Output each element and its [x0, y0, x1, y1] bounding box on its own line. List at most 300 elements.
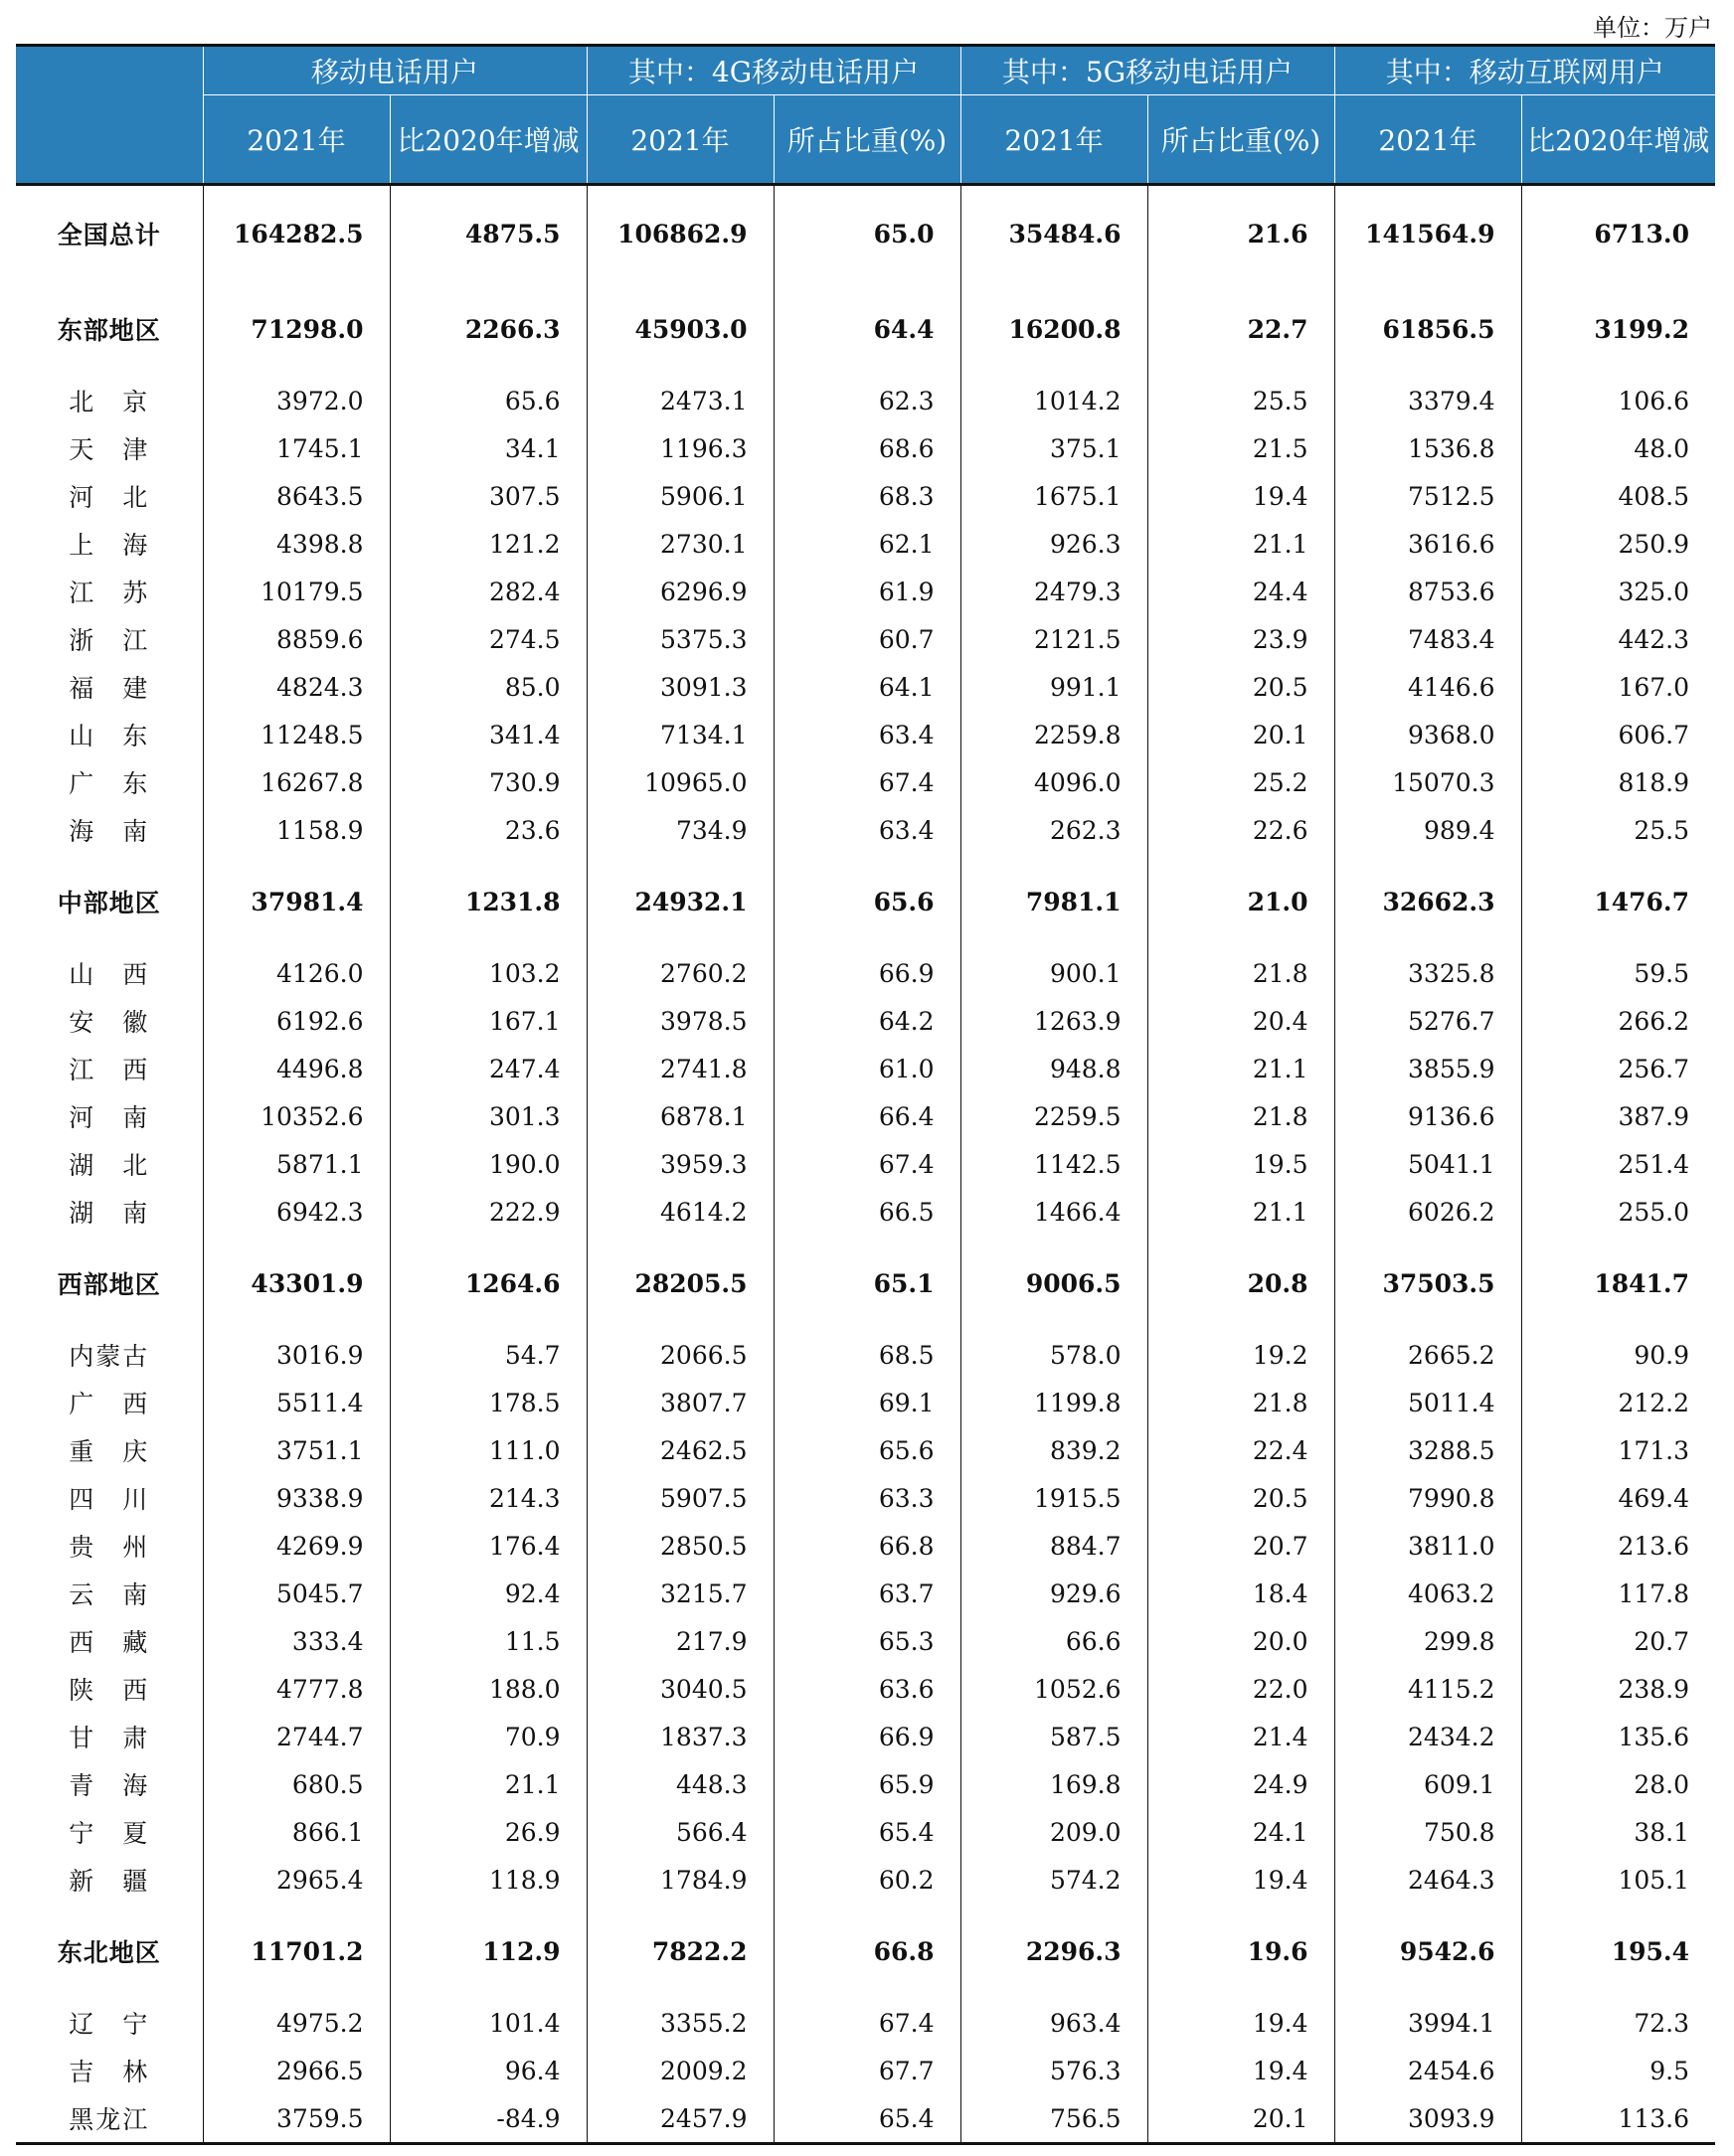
table-row [16, 1379, 1715, 1426]
table-cell: 4777.8 [203, 1665, 390, 1713]
table-cell: 5276.7 [1334, 997, 1521, 1045]
row-name: 吉 林 [69, 2058, 150, 2086]
table-cell: 60.7 [774, 615, 960, 663]
table-cell: 22.0 [1147, 1665, 1334, 1713]
table-cell: 105.1 [1521, 1856, 1715, 1904]
row-name: 内蒙古 [69, 1342, 150, 1371]
table-cell: 92.4 [390, 1570, 587, 1617]
table-cell: 7822.2 [587, 1904, 774, 1999]
header-sub: 2021年 [960, 95, 1147, 185]
table-cell: 67.7 [774, 2047, 960, 2094]
table-cell: 106.6 [1521, 377, 1715, 424]
row-name: 西 藏 [69, 1628, 150, 1657]
table-cell: 5375.3 [587, 615, 774, 663]
table-row [16, 568, 1715, 615]
row-name: 黑龙江 [16, 2094, 203, 2144]
table-cell: 3040.5 [587, 1665, 774, 1713]
table-cell: 6026.2 [1334, 1188, 1521, 1236]
table-cell: 5045.7 [203, 1570, 390, 1617]
table-cell: 238.9 [1521, 1665, 1715, 1713]
table-cell: 20.1 [1147, 711, 1334, 758]
header-corner [16, 46, 203, 185]
table-cell: 2665.2 [1334, 1331, 1521, 1379]
header-sub: 2021年 [1334, 95, 1521, 185]
table-cell: 7981.1 [960, 854, 1147, 949]
row-name: 全国总计 [57, 221, 161, 249]
table-cell: 222.9 [390, 1188, 587, 1236]
table-cell: 68.6 [774, 424, 960, 472]
table-cell: 3807.7 [587, 1379, 774, 1426]
table-cell: 307.5 [390, 472, 587, 520]
table-cell: 4063.2 [1334, 1570, 1521, 1617]
table-cell: 22.6 [1147, 806, 1334, 854]
table-cell: 8643.5 [203, 472, 390, 520]
table-cell: 65.3 [774, 1617, 960, 1665]
table-cell: 68.3 [774, 472, 960, 520]
table-cell: 2744.7 [203, 1713, 390, 1760]
table-cell: 61.9 [774, 568, 960, 615]
table-cell: 111.0 [390, 1426, 587, 1474]
row-name: 新 疆 [69, 1867, 150, 1896]
table-cell: 85.0 [390, 663, 587, 711]
table-cell: 217.9 [587, 1617, 774, 1665]
table-row [16, 1474, 1715, 1522]
table-cell: 5906.1 [587, 472, 774, 520]
table-cell: 16267.8 [203, 758, 390, 806]
table-cell: 1263.9 [960, 997, 1147, 1045]
table-body [16, 185, 1715, 2144]
table-cell: 195.4 [1521, 1904, 1715, 1999]
table-cell: 20.8 [1147, 1236, 1334, 1331]
table-cell: 948.8 [960, 1045, 1147, 1092]
table-row [16, 1522, 1715, 1570]
table-row [16, 1665, 1715, 1713]
row-name: 东北地区 [57, 1938, 161, 1967]
table-cell: 90.9 [1521, 1331, 1715, 1379]
table-cell: 66.9 [774, 949, 960, 997]
table-cell: 251.4 [1521, 1140, 1715, 1188]
table-cell: 22.7 [1147, 281, 1334, 377]
table-header [16, 46, 1715, 185]
table-cell: 67.4 [774, 758, 960, 806]
row-name: 湖 南 [69, 1199, 150, 1228]
table-cell: 70.9 [390, 1713, 587, 1760]
table-cell: 65.9 [774, 1760, 960, 1808]
table-cell: 1745.1 [203, 424, 390, 472]
table-cell: 734.9 [587, 806, 774, 854]
table-cell: 21.1 [1147, 1188, 1334, 1236]
table-cell: 21.1 [390, 1760, 587, 1808]
table-cell: 4126.0 [203, 949, 390, 997]
table-cell: 19.4 [1147, 2047, 1334, 2094]
table-cell: 21.5 [1147, 424, 1334, 472]
row-name: 东部地区 [57, 316, 161, 345]
table-cell: 214.3 [390, 1474, 587, 1522]
table-cell: 1841.7 [1521, 1236, 1715, 1331]
table-cell: 9542.6 [1334, 1904, 1521, 1999]
table-row [16, 520, 1715, 568]
table-cell: 1837.3 [587, 1713, 774, 1760]
table-cell: 19.4 [1147, 472, 1334, 520]
row-name: 天 津 [69, 435, 150, 464]
table-row [16, 806, 1715, 854]
table-cell: 63.6 [774, 1665, 960, 1713]
table-cell: 5041.1 [1334, 1140, 1521, 1188]
table-cell: 866.1 [203, 1808, 390, 1856]
table-cell: 20.5 [1147, 663, 1334, 711]
table-row [16, 758, 1715, 806]
table-cell: 64.1 [774, 663, 960, 711]
table-cell: 96.4 [390, 2047, 587, 2094]
table-cell: 3325.8 [1334, 949, 1521, 997]
header-sub: 所占比重(%) [1147, 95, 1334, 185]
row-name: 山 西 [69, 960, 150, 989]
region-row [16, 281, 1715, 377]
table-cell: 3091.3 [587, 663, 774, 711]
table-cell: 1915.5 [960, 1474, 1147, 1522]
row-name: 陕 西 [69, 1676, 150, 1705]
header-sub: 比2020年增减 [390, 95, 587, 185]
table-row [16, 1188, 1715, 1236]
row-name: 安 徽 [69, 1008, 150, 1037]
table-row [16, 997, 1715, 1045]
table-cell: 2066.5 [587, 1331, 774, 1379]
table-cell: 6942.3 [203, 1188, 390, 1236]
table-cell: 9.5 [1521, 2047, 1715, 2094]
region-row [16, 1904, 1715, 1999]
table-cell: 63.4 [774, 806, 960, 854]
table-cell: 989.4 [1334, 806, 1521, 854]
table-cell: 1466.4 [960, 1188, 1147, 1236]
table-cell: 299.8 [1334, 1617, 1521, 1665]
table-cell: 61.0 [774, 1045, 960, 1092]
table-cell: 66.6 [960, 1617, 1147, 1665]
row-name: 江 西 [69, 1056, 150, 1084]
table-cell: 24.4 [1147, 568, 1334, 615]
table-row [16, 1713, 1715, 1760]
table-cell: 112.9 [390, 1904, 587, 1999]
table-cell: 65.1 [774, 1236, 960, 1331]
table-cell: 578.0 [960, 1331, 1147, 1379]
table-cell: 3215.7 [587, 1570, 774, 1617]
table-cell: 387.9 [1521, 1092, 1715, 1140]
table-cell: 18.4 [1147, 1570, 1334, 1617]
row-name: 甘 肃 [69, 1724, 150, 1752]
table-cell: 24.1 [1147, 1808, 1334, 1856]
table-row [16, 1999, 1715, 2047]
table-cell: 4115.2 [1334, 1665, 1521, 1713]
table-cell: 62.1 [774, 520, 960, 568]
table-cell: 63.3 [774, 1474, 960, 1522]
table-cell: 6192.6 [203, 997, 390, 1045]
table-cell: 469.4 [1521, 1474, 1715, 1522]
table-cell: 28205.5 [587, 1236, 774, 1331]
table-cell: 4096.0 [960, 758, 1147, 806]
table-cell: 256.7 [1521, 1045, 1715, 1092]
header-sub: 2021年 [203, 95, 390, 185]
table-cell: 2479.3 [960, 568, 1147, 615]
table-cell: 250.9 [1521, 520, 1715, 568]
header-group-mobile: 移动电话用户 [203, 46, 587, 95]
table-cell: 566.4 [587, 1808, 774, 1856]
table-cell: 839.2 [960, 1426, 1147, 1474]
table-cell: 6878.1 [587, 1092, 774, 1140]
table-cell: 247.4 [390, 1045, 587, 1092]
table-cell: 65.6 [774, 854, 960, 949]
row-name: 广 西 [69, 1390, 150, 1418]
table-cell: 5511.4 [203, 1379, 390, 1426]
table-cell: 103.2 [390, 949, 587, 997]
table-cell: 3994.1 [1334, 1999, 1521, 2047]
table-cell: 375.1 [960, 424, 1147, 472]
header-group-5g: 其中：5G移动电话用户 [960, 46, 1334, 95]
table-cell: 3288.5 [1334, 1426, 1521, 1474]
table-cell: 66.8 [774, 1904, 960, 1999]
table-cell: 35484.6 [960, 185, 1147, 282]
table-cell: 2454.6 [1334, 2047, 1521, 2094]
table-cell: 2966.5 [203, 2047, 390, 2094]
table-row [16, 663, 1715, 711]
table-cell: 32662.3 [1334, 854, 1521, 949]
row-name: 浙 江 [69, 626, 150, 655]
table-cell: 25.5 [1147, 377, 1334, 424]
table-cell: 63.7 [774, 1570, 960, 1617]
table-cell: 38.1 [1521, 1808, 1715, 1856]
table-cell: 117.8 [1521, 1570, 1715, 1617]
table-cell: 1052.6 [960, 1665, 1147, 1713]
table-cell: 1476.7 [1521, 854, 1715, 949]
table-cell: 25.2 [1147, 758, 1334, 806]
table-cell: 20.7 [1521, 1617, 1715, 1665]
table-row [16, 1617, 1715, 1665]
table-cell: 54.7 [390, 1331, 587, 1379]
table-cell: 19.5 [1147, 1140, 1334, 1188]
table-cell: 19.4 [1147, 1999, 1334, 2047]
table-cell: 19.4 [1147, 1856, 1334, 1904]
table-cell: 2259.8 [960, 711, 1147, 758]
table-cell: 3093.9 [1334, 2094, 1521, 2144]
table-cell: 2266.3 [390, 281, 587, 377]
table-cell: 884.7 [960, 1522, 1147, 1570]
table-cell: 66.4 [774, 1092, 960, 1140]
table-cell: 20.0 [1147, 1617, 1334, 1665]
table-cell: 121.2 [390, 520, 587, 568]
table-cell: 3855.9 [1334, 1045, 1521, 1092]
table-cell: 8753.6 [1334, 568, 1521, 615]
row-name: 上 海 [69, 531, 150, 560]
table-cell: 21.1 [1147, 520, 1334, 568]
table-cell: 188.0 [390, 1665, 587, 1713]
table-cell: 65.4 [774, 1808, 960, 1856]
table-cell: 65.0 [774, 185, 960, 282]
table-cell: 72.3 [1521, 1999, 1715, 2047]
table-cell: 900.1 [960, 949, 1147, 997]
table-cell: 64.4 [774, 281, 960, 377]
table-cell: 3616.6 [1334, 520, 1521, 568]
table-cell: 101.4 [390, 1999, 587, 2047]
table-cell: 19.6 [1147, 1904, 1334, 1999]
table-cell: 606.7 [1521, 711, 1715, 758]
table-cell: 266.2 [1521, 997, 1715, 1045]
table-cell: 929.6 [960, 1570, 1147, 1617]
table-cell: 2259.5 [960, 1092, 1147, 1140]
table-cell: 9338.9 [203, 1474, 390, 1522]
row-name: 中部地区 [57, 889, 161, 917]
table-row [16, 1808, 1715, 1856]
table-cell: 4824.3 [203, 663, 390, 711]
table-cell: 64.2 [774, 997, 960, 1045]
table-cell: 141564.9 [1334, 185, 1521, 282]
table-cell: 3972.0 [203, 377, 390, 424]
table-row [16, 1140, 1715, 1188]
table-cell: 212.2 [1521, 1379, 1715, 1426]
table-cell: 2741.8 [587, 1045, 774, 1092]
table-cell: 255.0 [1521, 1188, 1715, 1236]
row-name: 山 东 [69, 722, 150, 750]
table-cell: 63.4 [774, 711, 960, 758]
table-cell: 21.0 [1147, 854, 1334, 949]
table-cell: 3016.9 [203, 1331, 390, 1379]
table-cell: 301.3 [390, 1092, 587, 1140]
row-name: 海 南 [69, 817, 150, 846]
table-cell: 4614.2 [587, 1188, 774, 1236]
table-cell: 1264.6 [390, 1236, 587, 1331]
table-cell: 2434.2 [1334, 1713, 1521, 1760]
table-cell: 1158.9 [203, 806, 390, 854]
table-cell: 5011.4 [1334, 1379, 1521, 1426]
table-cell: 4496.8 [203, 1045, 390, 1092]
row-name: 北 京 [69, 388, 150, 416]
table-cell: 3959.3 [587, 1140, 774, 1188]
table-cell: 171.3 [1521, 1426, 1715, 1474]
table-cell: 2296.3 [960, 1904, 1147, 1999]
table-cell: 4146.6 [1334, 663, 1521, 711]
table-row [16, 377, 1715, 424]
table-row [16, 2047, 1715, 2094]
table-cell: 106862.9 [587, 185, 774, 282]
table-row [16, 424, 1715, 472]
table-cell: 408.5 [1521, 472, 1715, 520]
table-cell: 442.3 [1521, 615, 1715, 663]
table-cell: 609.1 [1334, 1760, 1521, 1808]
table-cell: 21.8 [1147, 949, 1334, 997]
table-cell: 3379.4 [1334, 377, 1521, 424]
table-cell: 680.5 [203, 1760, 390, 1808]
table-cell: 59.5 [1521, 949, 1715, 997]
table-cell: 21.4 [1147, 1713, 1334, 1760]
row-name: 河 北 [69, 483, 150, 512]
table-cell: 190.0 [390, 1140, 587, 1188]
table-row [16, 1426, 1715, 1474]
table-cell: 67.4 [774, 1999, 960, 2047]
table-cell: 167.1 [390, 997, 587, 1045]
table-row [16, 1570, 1715, 1617]
table-cell: 71298.0 [203, 281, 390, 377]
table-cell: 448.3 [587, 1760, 774, 1808]
table-cell: 262.3 [960, 806, 1147, 854]
table-cell: 576.3 [960, 2047, 1147, 2094]
table-cell: 67.4 [774, 1140, 960, 1188]
table-cell: 167.0 [1521, 663, 1715, 711]
table-cell: 118.9 [390, 1856, 587, 1904]
table-cell: 7512.5 [1334, 472, 1521, 520]
table-cell: 3811.0 [1334, 1522, 1521, 1570]
table-cell: 65.6 [774, 1426, 960, 1474]
table-cell: 45903.0 [587, 281, 774, 377]
table-cell: 24932.1 [587, 854, 774, 949]
table-cell: 274.5 [390, 615, 587, 663]
table-cell: 2965.4 [203, 1856, 390, 1904]
table-cell: 21.8 [1147, 1379, 1334, 1426]
table-row [16, 949, 1715, 997]
table-cell: 10352.6 [203, 1092, 390, 1140]
table-cell: 282.4 [390, 568, 587, 615]
total-row [16, 185, 1715, 282]
table-cell: 1014.2 [960, 377, 1147, 424]
table-cell: 5907.5 [587, 1474, 774, 1522]
table-cell: 3199.2 [1521, 281, 1715, 377]
region-row [16, 1236, 1715, 1331]
table-row [16, 1331, 1715, 1379]
table-cell: 23.9 [1147, 615, 1334, 663]
table-cell: 7990.8 [1334, 1474, 1521, 1522]
table-cell: 1231.8 [390, 854, 587, 949]
table-cell: 66.5 [774, 1188, 960, 1236]
header-sub: 比2020年增减 [1521, 95, 1715, 185]
table-cell: 68.5 [774, 1331, 960, 1379]
table-cell: 11248.5 [203, 711, 390, 758]
table-row [16, 472, 1715, 520]
row-name: 西部地区 [57, 1270, 161, 1299]
row-name: 宁 夏 [69, 1819, 150, 1848]
table-cell: 10179.5 [203, 568, 390, 615]
table-row [16, 1760, 1715, 1808]
row-name: 广 东 [69, 769, 150, 798]
table-cell: 25.5 [1521, 806, 1715, 854]
header-sub: 所占比重(%) [774, 95, 960, 185]
table-cell: 9136.6 [1334, 1092, 1521, 1140]
table-row [16, 2094, 1715, 2144]
header-sub: 2021年 [587, 95, 774, 185]
table-cell: 21.1 [1147, 1045, 1334, 1092]
table-cell: 7483.4 [1334, 615, 1521, 663]
table-cell: 43301.9 [203, 1236, 390, 1331]
row-name: 四 川 [69, 1485, 150, 1514]
table-cell: 3355.2 [587, 1999, 774, 2047]
table-row [16, 1092, 1715, 1140]
statistics-table [16, 44, 1715, 2145]
table-cell: 37503.5 [1334, 1236, 1521, 1331]
table-cell: 11701.2 [203, 1904, 390, 1999]
table-cell: 3978.5 [587, 997, 774, 1045]
table-cell: 19.2 [1147, 1331, 1334, 1379]
table-cell: 20.7 [1147, 1522, 1334, 1570]
table-cell: 26.9 [390, 1808, 587, 1856]
table-cell: 818.9 [1521, 758, 1715, 806]
table-cell: 10965.0 [587, 758, 774, 806]
table-cell: 61856.5 [1334, 281, 1521, 377]
table-row [16, 615, 1715, 663]
table-cell: 1199.8 [960, 1379, 1147, 1426]
table-cell: 5871.1 [203, 1140, 390, 1188]
table-cell: 991.1 [960, 663, 1147, 711]
table-cell: 963.4 [960, 1999, 1147, 2047]
table-cell: 60.2 [774, 1856, 960, 1904]
row-name: 福 建 [69, 674, 150, 703]
table-cell: 11.5 [390, 1617, 587, 1665]
table-cell: 3751.1 [203, 1426, 390, 1474]
table-cell: 1784.9 [587, 1856, 774, 1904]
